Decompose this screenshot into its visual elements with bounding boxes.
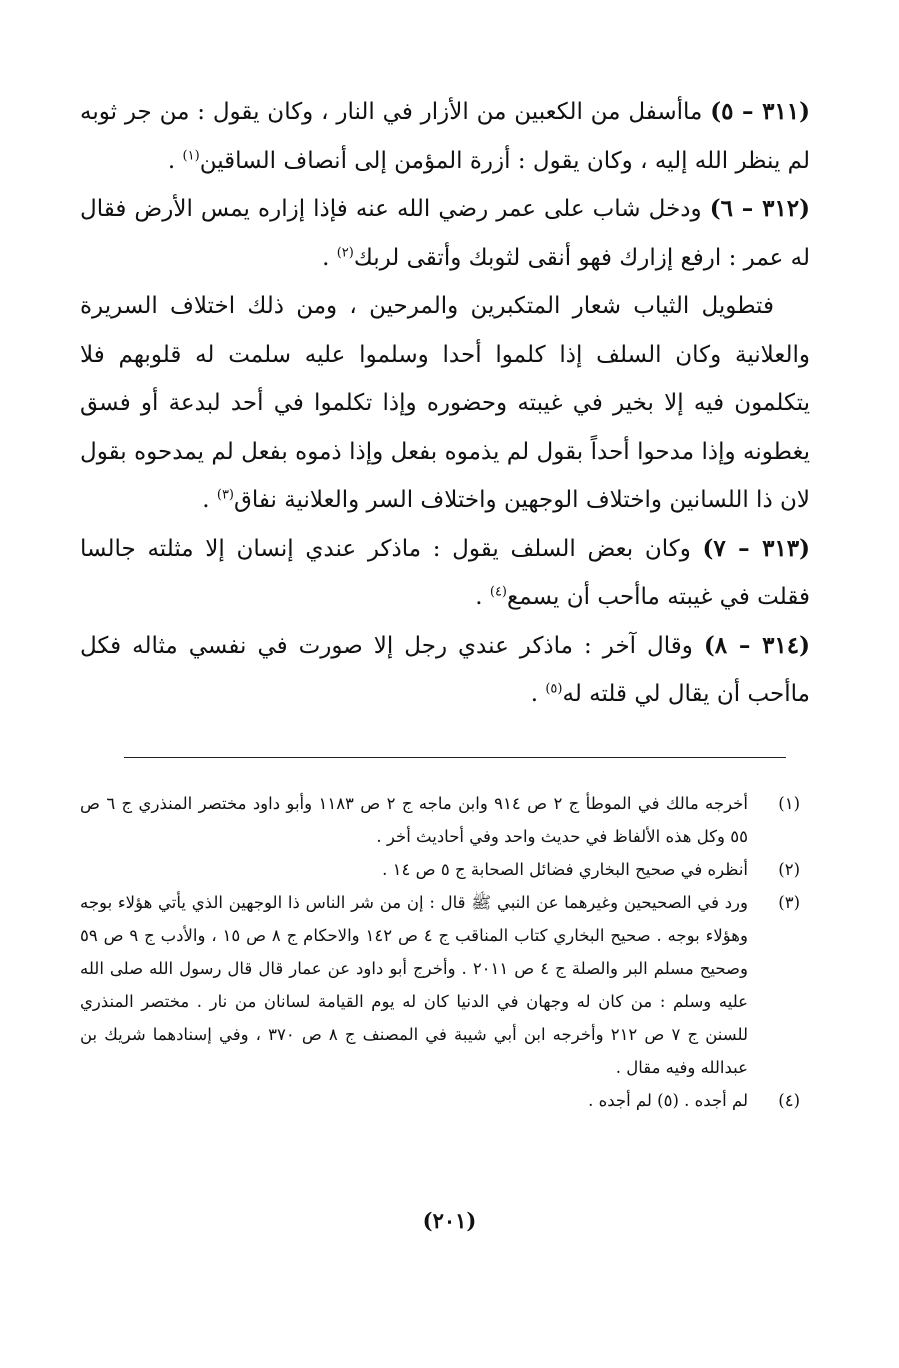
footnote-1 xyxy=(80,787,800,853)
paragraph-314 xyxy=(80,622,810,719)
paragraph-311 xyxy=(80,88,810,185)
period: . xyxy=(167,147,183,174)
footnote-4 xyxy=(80,1084,800,1117)
period: . xyxy=(322,244,337,271)
paragraph-312 xyxy=(80,185,810,282)
paragraph-text: وقال آخر : ماذكر عندي رجل إلا صورت في نفسي مثاله فكل ماأحب أن يقال لي قلته له xyxy=(80,632,810,707)
period: . xyxy=(530,681,546,707)
hadith-number: (٣١٣ – ٧) xyxy=(702,534,811,562)
footnote-ref: (٥) xyxy=(545,681,563,697)
footnote-text: أنظره في صحيح البخاري فضائل الصحابة ج ٥ ص ١٤ . xyxy=(382,860,748,879)
footnote-text: أخرجه مالك في الموطأ ج ٢ ص ٩١٤ وابن ماجه ج ٢ ص ١١٨٣ وأبو داود مختصر المنذري ج ٦ ص ٥٥ وكل هذه الألفاظ في حديث واحد وفي أحاديث أخر . xyxy=(80,794,748,846)
paragraph-text: ماأسفل من الكعبين من الأزار في النار ، وكان يقول : من جر ثوبه لم ينظر الله إليه ، وكان يقول : أزرة المؤمن إلى أنصاف الساقين xyxy=(80,99,810,174)
hadith-number: (٣١١ – ٥) xyxy=(710,98,811,125)
paragraph-text: وكان بعض السلف يقول : ماذكر عندي إنسان إلا مثلته جالسا فقلت في غيبته ماأحب أن يسمع xyxy=(80,535,810,610)
footnote-text: لم أجده . (٥) لم أجده . xyxy=(588,1091,748,1110)
footnote-number: (١) xyxy=(778,794,800,813)
hadith-number: (٣١٤ – ٨) xyxy=(703,631,811,659)
paragraph-313 xyxy=(80,525,810,622)
footnote-number: (٣) xyxy=(778,893,800,912)
footnote-2 xyxy=(80,853,800,886)
footnote-3 xyxy=(80,886,800,1084)
paragraph-text: فتطويل الثياب شعار المتكبرين والمرحين ، ومن ذلك اختلاف السريرة والعلانية وكان السلف إذا كلموا أحدا وسلموا عليه سلمت له قلوبهم فلا يتكلمون فيه إلا بخير في غيبته وحضوره وإذا تكلموا في أحد لبدعة أو فسق يغطونه وإذا مدحوا أحداً بقول لم يذموه بفعل وإذا ذموه بفعل لم يمدحوه بقول لان ذا اللسانين واختلاف الوجهين واختلاف السر والعلانية نفاق xyxy=(80,293,811,513)
footnote-number: (٤) xyxy=(778,1091,800,1110)
paragraph-text: ودخل شاب على عمر رضي الله عنه فإذا إزاره يمس الأرض فقال له عمر : ارفع إزارك فهو أنقى لثوبك وأتقى لربك xyxy=(80,196,810,271)
footnote-number: (٢) xyxy=(778,860,800,879)
footnote-ref: (٢) xyxy=(336,244,354,260)
period: . xyxy=(475,584,490,610)
hadith-number: (٣١٢ – ٦) xyxy=(709,195,811,222)
paragraph-commentary xyxy=(80,282,810,525)
footnotes xyxy=(80,787,800,1117)
period: . xyxy=(202,487,217,513)
footnote-text: ورد في الصحيحين وغيرهما عن النبي ﷺ قال : إن من شر الناس ذا الوجهين الذي يأتي هؤلاء بوجه وهؤلاء بوجه . صحيح البخاري كتاب المناقب ج ٤ ص ١٤٢ والاحكام ج ٨ ص ١٥ ، والأدب ج ٩ ص ٥٩ وصحيح مسلم البر والصلة ج ٤ ص ٢٠١١ . وأخرج أبو داود عن عمار قال قال رسول الله صلى الله عليه وسلم : من كان له وجهان في الدنيا كان له يوم القيامة لسانان من نار . مختصر المنذري للسنن ج ٧ ص ٢١٢ وأخرجه ابن أبي شيبة في المصنف ج ٨ ص ٣٧٠ ، وفي إسنادهما شريك بن عبدالله وفيه مقال . xyxy=(80,893,748,1077)
main-text xyxy=(80,88,810,719)
page-number: (٢٠١) xyxy=(422,1208,477,1233)
footnote-separator xyxy=(124,757,786,758)
footnote-ref: (٣) xyxy=(216,487,234,503)
footnote-ref: (٤) xyxy=(489,584,507,600)
footnote-ref: (١) xyxy=(182,147,200,163)
